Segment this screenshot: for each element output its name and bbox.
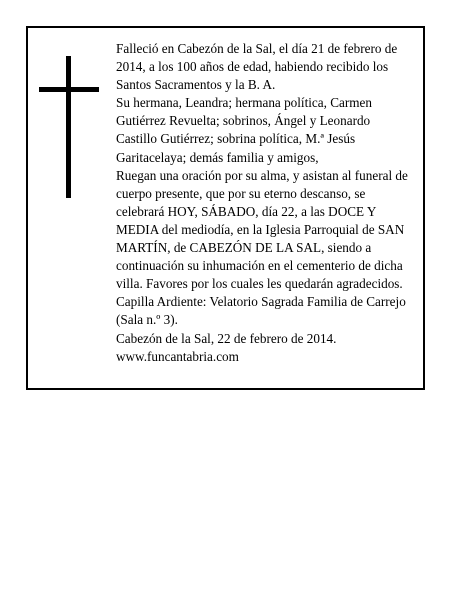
funeral-details: Ruegan una oración por su alma, y asistan al funeral de cuerpo presente, que por su eterno descanso, se celebrará HOY, SÁBADO, día 22, a las DOCE Y MEDIA del mediodía, en la Iglesia Parroquial de SAN MARTÍN, de CABEZÓN DE LA SAL, siendo a continuación su inhumación en el cementerio de dicha villa. Favores por los cuales les quedarán agradecidos. bbox=[116, 167, 408, 292]
cross-horizontal-bar bbox=[39, 87, 99, 92]
chapel-info: Capilla Ardiente: Velatorio Sagrada Familia de Carrejo (Sala n.º 3). bbox=[116, 294, 406, 328]
death-announcement: Falleció en Cabezón de la Sal, el día 21 de febrero de 2014, a los 100 años de edad, habiendo recibido los Santos Sacramentos y la B. A. bbox=[116, 41, 398, 93]
cross-vertical-bar bbox=[66, 56, 71, 198]
cross-icon bbox=[39, 56, 99, 198]
website-link[interactable]: www.funcantabria.com bbox=[116, 348, 239, 364]
obituary-text bbox=[116, 40, 412, 366]
obituary-notice bbox=[26, 26, 425, 390]
place-date: Cabezón de la Sal, 22 de febrero de 2014. bbox=[116, 330, 337, 346]
family-list: Su hermana, Leandra; hermana política, Carmen Gutiérrez Revuelta; sobrinos, Ángel y Leonardo Castillo Gutiérrez; sobrina política, M.ª Jesús Garitacelaya; demás familia y amigos, bbox=[116, 95, 372, 165]
